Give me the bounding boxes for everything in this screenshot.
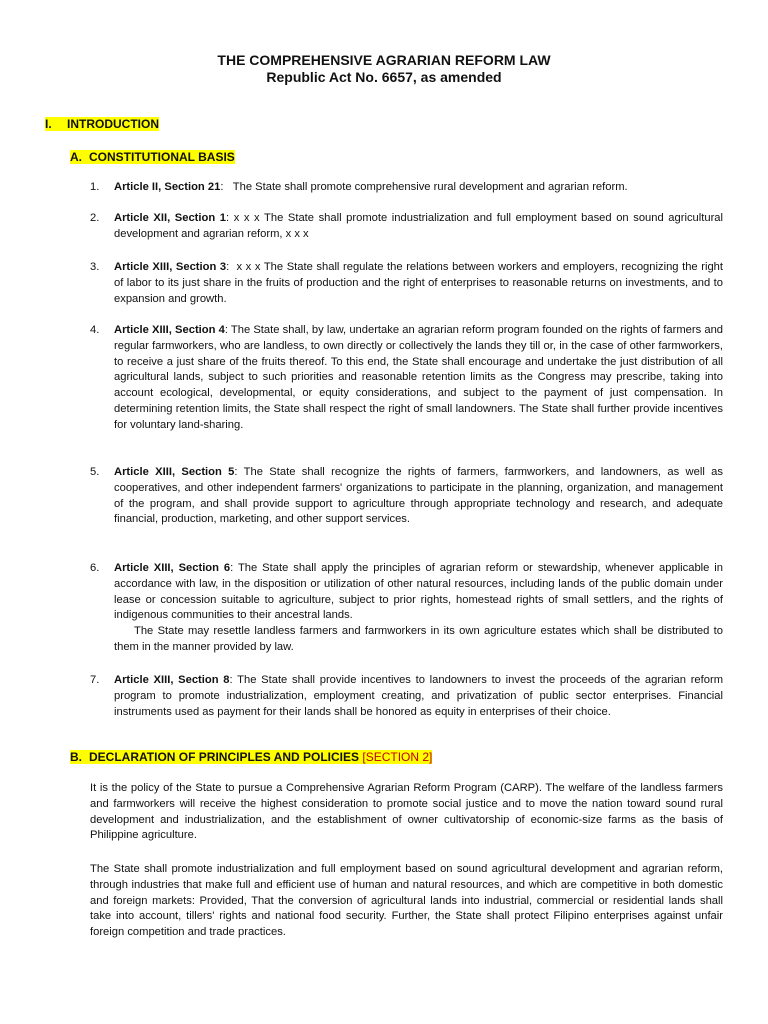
item-text: x x x The State shall regulate the relations between workers and employers, recognizing the right of labor to its just share in the fruits of production and the right of enterprises to reasonable returns on investments, and to expansion and growth. (114, 261, 724, 305)
list-item (90, 673, 723, 720)
section-label: INTRODUCTION (67, 117, 159, 131)
item-number: 6. (90, 562, 100, 574)
document-title: THE COMPREHENSIVE AGRARIAN REFORM LAW (217, 52, 551, 68)
item-text-continuation: The State may resettle landless farmers and farmworkers in its own agriculture estates which shall be distributed to them in the manner provided by law. (114, 625, 723, 653)
list-item (90, 211, 723, 243)
subsection-number: B. (70, 750, 82, 764)
item-reference: Article II, Section 21 (114, 181, 221, 193)
list-item (90, 180, 723, 196)
item-number: 3. (90, 261, 100, 273)
item-reference: Article XIII, Section 8 (114, 674, 230, 686)
item-separator: : (224, 324, 228, 336)
item-separator: : (225, 212, 230, 224)
item-separator: : (234, 466, 238, 478)
item-text: x x x The State shall promote industrialization and full employment based on sound agricultural development and agrarian reform, x x x (114, 212, 724, 240)
subsection-heading-constitutional-basis (70, 150, 235, 164)
item-separator: : (230, 562, 234, 574)
item-reference: Article XII, Section 1 (114, 212, 226, 224)
item-text: The State shall recognize the rights of farmers, farmworkers, and landowners, as well as cooperatives, and other independent farmers' organizations to participate in the planning, organization, and management of the program, and shall provide support to agriculture through appropriate technology and research, and adequate financial, production, marketing, and other support services. (114, 466, 723, 526)
policy-paragraph: The State shall promote industrialization and full employment based on sound agricultural development and agrarian reform, through industries that make full and efficient use of human and natural resources, and which are competitive in both domestic and foreign markets: Provided, That the conversion of agricultural lands into industrial, commercial or residential lands shall take into account, tillers' rights and national food security. Further, the State shall protect Filipino enterprises against unfair foreign competition and trade practices. (90, 863, 723, 939)
document-subtitle: Republic Act No. 6657, as amended (266, 69, 502, 85)
item-reference: Article XIII, Section 5 (114, 466, 235, 478)
item-number: 4. (90, 324, 100, 336)
item-separator: : (229, 674, 233, 686)
item-number: 2. (90, 212, 100, 224)
item-separator: : (226, 261, 230, 273)
item-reference: Article XIII, Section 6 (114, 562, 231, 574)
item-number: 5. (90, 466, 100, 478)
item-text: The State shall provide incentives to landowners to invest the proceeds of the agrarian reform program to promote industrialization, employment creating, and privatization of public sector enterprises. Financial instruments used as payment for their lands shall be honored as equity in enterprises of their choice. (114, 674, 724, 718)
subsection-label: DECLARATION OF PRINCIPLES AND POLICIES (89, 750, 360, 764)
subsection-heading-declaration (70, 750, 432, 764)
list-item (90, 561, 723, 656)
section-number: I. (45, 117, 52, 131)
item-reference: Article XIII, Section 3 (114, 261, 227, 273)
subsection-number: A. (70, 150, 82, 164)
list-item (90, 260, 723, 307)
list-item (90, 323, 723, 434)
item-separator: : (220, 181, 224, 193)
policy-paragraph: It is the policy of the State to pursue a Comprehensive Agrarian Reform Program (CARP). The welfare of the landless farmers and farmworkers will receive the highest consideration to promote social justice and to move the nation toward sound rural development and industrialization, and the establishment of owner cultivatorship of economic-size farms as the basis of Philippine agriculture. (90, 782, 723, 842)
item-number: 1. (90, 181, 100, 193)
item-reference: Article XIII, Section 4 (114, 324, 225, 336)
list-item (90, 465, 723, 528)
section-heading-introduction (45, 117, 159, 131)
subsection-label: CONSTITUTIONAL BASIS (89, 150, 235, 164)
item-text: The State shall promote comprehensive rural development and agrarian reform. (232, 181, 628, 193)
item-text: The State shall, by law, undertake an agrarian reform program founded on the rights of farmers and regular farmworkers, who are landless, to own directly or collectively the lands they till or, in the case of other farmworkers, to receive a just share of the fruits thereof. To this end, the State shall encourage and undertake the just distribution of all agricultural lands, subject to such priorities and reasonable retention limits as the Congress may prescribe, taking into account ecological, developmental, or equity considerations, and subject to the payment of just compensation. In determining retention limits, the State shall respect the right of small landowners. The State shall further provide incentives for voluntary land-sharing. (114, 324, 724, 431)
section-reference: [SECTION 2] (362, 750, 433, 764)
item-text: The State shall apply the principles of agrarian reform or stewardship, whenever applicable in accordance with law, in the disposition or utilization of other natural resources, including lands of the public domain under lease or concession suitable to agriculture, subject to prior rights, homestead rights of small settlers, and the rights of indigenous communities to their ancestral lands. (114, 562, 724, 622)
item-number: 7. (90, 674, 100, 686)
